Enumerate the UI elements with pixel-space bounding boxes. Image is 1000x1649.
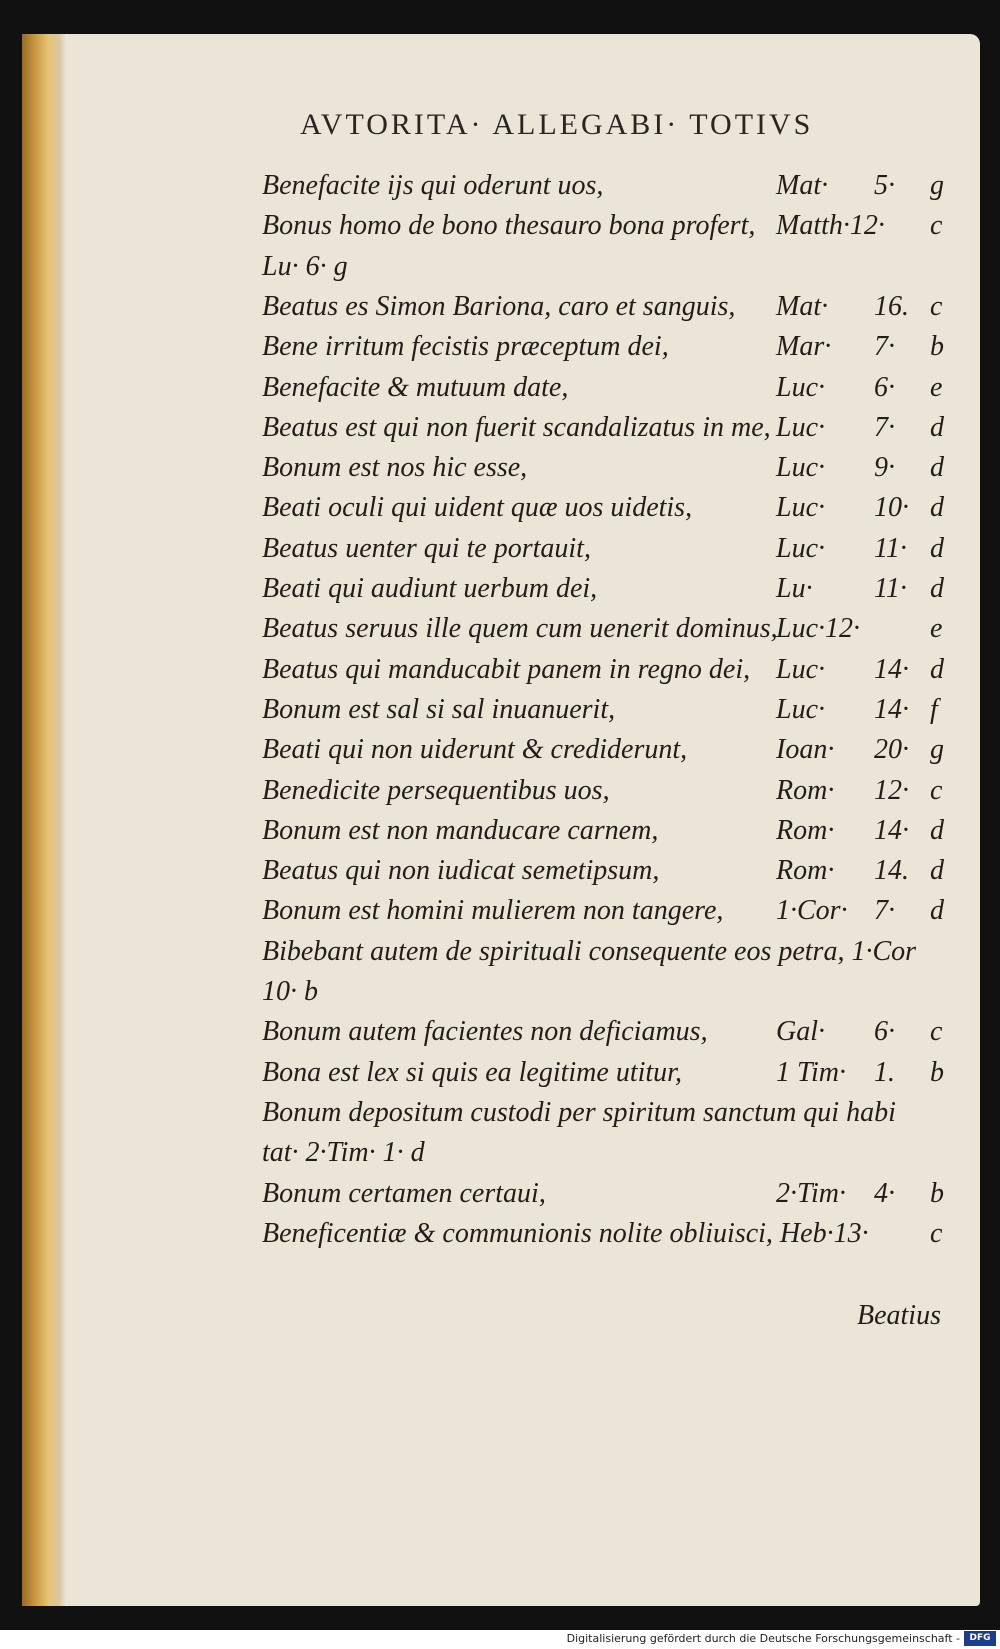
entry-text: Beati qui audiunt uerbum dei, (262, 573, 598, 604)
entry-book-ref: Mar· (776, 331, 832, 363)
catchword: Beatius (857, 1300, 941, 1331)
entry-book-ref: Luc·12· (776, 613, 860, 645)
entry-text: Beatus seruus ille quem cum uenerit dominus, (262, 613, 778, 645)
entry-book-ref: Luc· (776, 371, 825, 403)
entry-section-letter: e (930, 371, 943, 403)
entry-section-letter: c (930, 774, 943, 806)
entry-chapter: 6· (874, 371, 895, 403)
entry-chapter: 14· (874, 693, 909, 725)
entry-section-letter: c (930, 290, 943, 322)
entry-text: Lu· 6· g (262, 250, 348, 282)
entry-text: Bona est lex si quis ea legitime utitur, (262, 1056, 682, 1088)
entry-line (0, 1214, 1000, 1254)
entry-chapter: 9· (874, 452, 895, 484)
entry-section-letter: d (930, 452, 944, 484)
entry-line (0, 1093, 1000, 1133)
entry-section-letter: c (930, 210, 943, 242)
entry-line (0, 690, 1000, 730)
entry-text: Beatus es Simon Bariona, caro et sanguis, (262, 290, 736, 322)
entry-section-letter: d (930, 492, 944, 524)
entry-line (0, 206, 1000, 246)
entry-book-ref: Rom· (776, 814, 835, 846)
entry-section-letter: d (930, 532, 944, 564)
entry-chapter: 10· (874, 492, 909, 524)
entry-line (0, 730, 1000, 770)
entry-line (0, 488, 1000, 528)
entry-text: Beatus qui non iudicat semetipsum, (262, 855, 660, 887)
entry-text: Bonum est non manducare carnem, (262, 814, 659, 846)
entry-line (0, 1012, 1000, 1052)
entry-book-ref: Lu· (776, 573, 813, 604)
entry-book-ref: Mat· (776, 170, 829, 201)
entry-book-ref: 1 Tim· (776, 1056, 847, 1088)
entry-book-ref: Rom· (776, 855, 835, 887)
entry-line (0, 569, 1000, 609)
entry-chapter: 7· (874, 895, 895, 927)
entry-section-letter: g (930, 734, 944, 766)
entry-line (0, 972, 1000, 1012)
entry-section-letter: d (930, 895, 944, 927)
entry-chapter: 4· (874, 1177, 895, 1209)
entry-line (0, 327, 1000, 367)
entry-book-ref: Luc· (776, 532, 825, 564)
entry-text: Bonum certamen certaui, (262, 1177, 546, 1209)
entry-line (0, 448, 1000, 488)
entry-text: Beatus uenter qui te portauit, (262, 532, 591, 564)
entry-chapter: 7· (874, 331, 895, 363)
entry-line (0, 368, 1000, 408)
entry-text: Bonum est nos hic esse, (262, 452, 528, 484)
dfg-logo: DFG (964, 1631, 996, 1646)
entry-chapter: 1. (874, 1056, 895, 1088)
entry-text: Bonum est sal si sal inuanuerit, (262, 693, 616, 725)
entry-text: Beneficentiæ & communionis nolite obliuisci, Heb·13· (262, 1217, 869, 1249)
entry-section-letter: f (930, 693, 938, 725)
footer-credit: Digitalisierung gefördert durch die Deutsche Forschungsgemeinschaft - (566, 1632, 960, 1645)
entry-book-ref: Luc· (776, 653, 825, 685)
running-header: AVTORITA· ALLEGABI· TOTIVS (300, 108, 814, 141)
entry-chapter: 12· (874, 774, 909, 806)
entry-book-ref: Ioan· (776, 734, 835, 766)
entry-line (0, 771, 1000, 811)
entry-text: Benefacite ijs qui oderunt uos, (262, 170, 604, 201)
entry-section-letter: d (930, 814, 944, 846)
entry-chapter: 6· (874, 1016, 895, 1048)
entry-text: Benefacite & mutuum date, (262, 371, 569, 403)
entry-section-letter: b (930, 1056, 944, 1088)
entry-line (0, 1174, 1000, 1214)
entry-text: Bene irritum fecistis præceptum dei, (262, 331, 669, 363)
entry-section-letter: g (930, 170, 944, 201)
entry-text: Beati oculi qui uident quæ uos uidetis, (262, 492, 693, 524)
entry-text: tat· 2·Tim· 1· d (262, 1137, 425, 1169)
entry-line (0, 650, 1000, 690)
entry-chapter: 5· (874, 170, 895, 201)
entry-section-letter: b (930, 1177, 944, 1209)
entry-chapter: 14. (874, 855, 909, 887)
entry-section-letter: c (930, 1217, 943, 1249)
entry-line (0, 287, 1000, 327)
entry-book-ref: 2·Tim· (776, 1177, 847, 1209)
entry-text: Bonus homo de bono thesauro bona profert, (262, 210, 756, 242)
entry-text: Bonum autem facientes non deficiamus, (262, 1016, 708, 1048)
entry-text: Benedicite persequentibus uos, (262, 774, 610, 806)
entry-book-ref: 1·Cor· (776, 895, 848, 927)
entry-book-ref: Gal· (776, 1016, 825, 1048)
entry-line (0, 1133, 1000, 1173)
entry-line (0, 851, 1000, 891)
entry-line (0, 891, 1000, 931)
footer-bar (0, 1630, 1000, 1649)
entry-text: Bibebant autem de spirituali consequente eos petra, 1·Cor (262, 935, 917, 967)
entry-section-letter: d (930, 573, 944, 604)
entry-book-ref: Matth·12· (776, 210, 885, 242)
entry-text: Bonum est homini mulierem non tangere, (262, 895, 724, 927)
entry-book-ref: Luc· (776, 693, 825, 725)
entry-text: Bonum depositum custodi per spiritum sanctum qui habi (262, 1096, 896, 1128)
entry-chapter: 11· (874, 573, 907, 604)
entry-section-letter: d (930, 411, 944, 443)
entry-text: Beatus qui manducabit panem in regno dei, (262, 653, 751, 685)
entry-chapter: 14· (874, 653, 909, 685)
entry-line (0, 529, 1000, 569)
entry-book-ref: Luc· (776, 452, 825, 484)
entry-book-ref: Rom· (776, 774, 835, 806)
entry-section-letter: b (930, 331, 944, 363)
entry-line (0, 609, 1000, 649)
entry-section-letter: d (930, 653, 944, 685)
entry-chapter: 20· (874, 734, 909, 766)
entry-line (0, 247, 1000, 287)
entry-text: Beati qui non uiderunt & crediderunt, (262, 734, 688, 766)
entry-line (0, 932, 1000, 972)
entry-line (0, 811, 1000, 851)
entry-section-letter: e (930, 613, 943, 645)
entry-section-letter: c (930, 1016, 943, 1048)
entry-chapter: 14· (874, 814, 909, 846)
entry-text: Beatus est qui non fuerit scandalizatus in me, (262, 411, 771, 443)
entry-text: 10· b (262, 976, 318, 1007)
entry-line (0, 408, 1000, 448)
entry-chapter: 7· (874, 411, 895, 443)
entry-book-ref: Luc· (776, 411, 825, 443)
entry-section-letter: d (930, 855, 944, 887)
entry-line (0, 1053, 1000, 1093)
entry-chapter: 11· (874, 532, 907, 564)
entry-chapter: 16. (874, 290, 909, 322)
entry-book-ref: Mat· (776, 290, 829, 322)
entry-book-ref: Luc· (776, 492, 825, 524)
entry-line (0, 166, 1000, 206)
